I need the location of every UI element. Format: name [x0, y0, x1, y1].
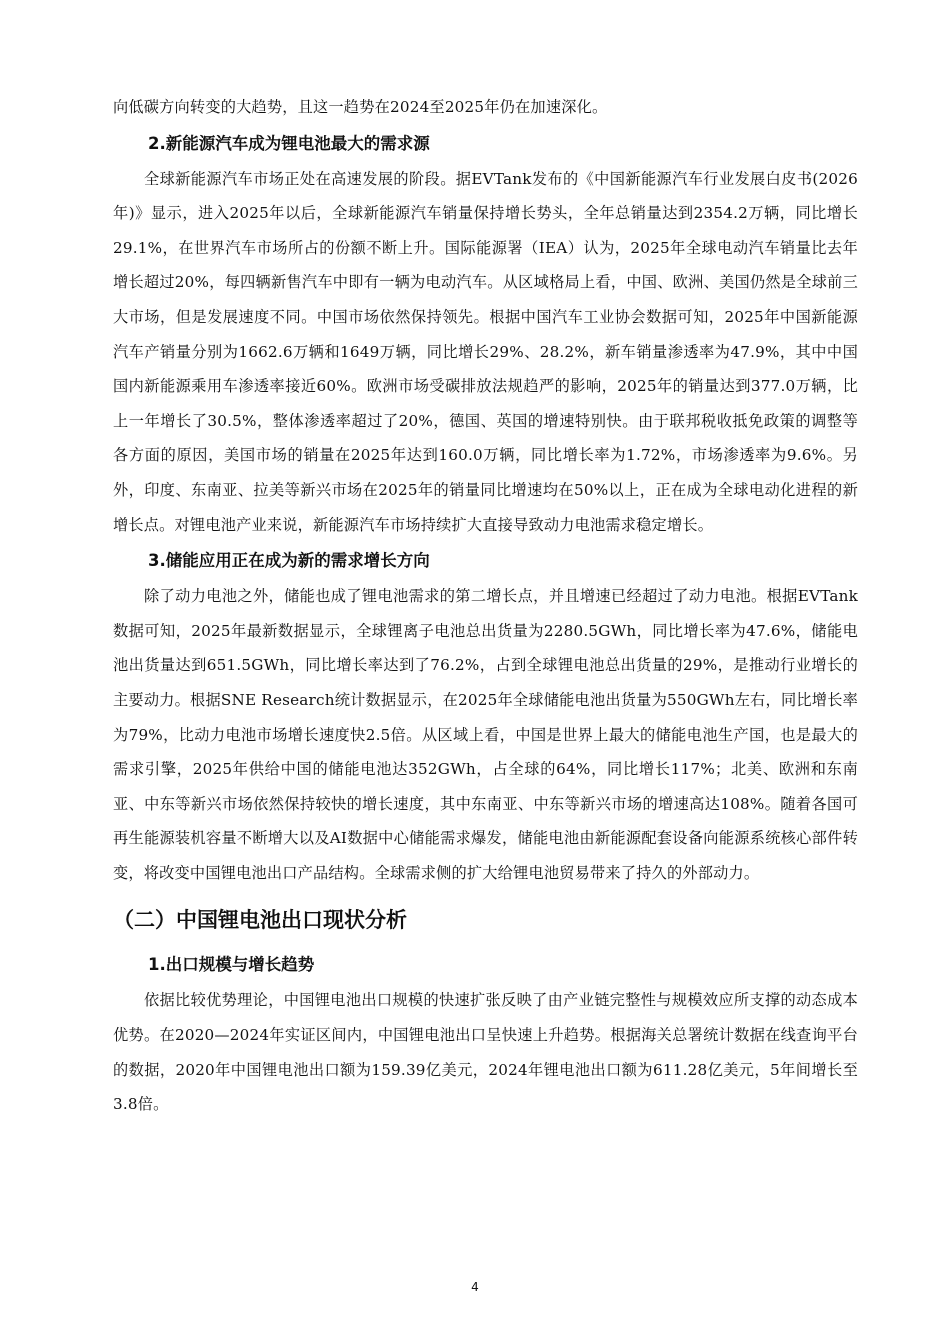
paragraph-continuation: 向低碳方向转变的大趋势，且这一趋势在2024至2025年仍在加速深化。 — [113, 98, 608, 116]
paragraph-ev-market: 全球新能源汽车市场正处在高速发展的阶段。据EVTank发布的《中国新能源汽车行业发展白皮书(2026年)》显示，进入2025年以后，全球新能源汽车销量保持增长势头，全年总销量达到2354.2万辆，同比增长29.1%，在世界汽车市场所占的份额不断上升。国际能源署（IEA）认为，2025年全球电动汽车销量比去年增长超过20%，每四辆新售汽车中即有一辆为电动汽车。从区域格局上看，中国、欧洲、美国仍然是全球前三大市场，但是发展速度不同。中国市场依然保持领先。根据中国汽车工业协会数据可知，2025年中国新能源汽车产销量分别为1662.6万辆和1649万辆，同比增长29%、28.2%，新车销量渗透率为47.9%，其中中国国内新能源乘用车渗透率接近60%。欧洲市场受碳排放法规趋严的影响，2025年的销量达到377.0万辆，比上一年增长了30.5%，整体渗透率超过了20%，德国、英国的增速特别快。由于联邦税收抵免政策的调整等各方面的原因，美国市场的销量在2025年达到160.0万辆，同比增长率为1.72%，市场渗透率为9.6%。另外，印度、东南亚、拉美等新兴市场在2025年的销量同比增速均在50%以上，正在成为全球电动化进程的新增长点。对锂电池产业来说，新能源汽车市场持续扩大直接导致动力电池需求稳定增长。 — [113, 169, 858, 534]
paragraph-export-scale: 依据比较优势理论，中国锂电池出口规模的快速扩张反映了由产业链完整性与规模效应所支撑的动态成本优势。在2020—2024年实证区间内，中国锂电池出口呈快速上升趋势。根据海关总署统计数据在线查询平台的数据，2020年中国锂电池出口额为159.39亿美元，2024年锂电池出口额为611.28亿美元，5年间增长至3.8倍。 — [113, 991, 858, 1114]
subheading-export-scale: 1.出口规模与增长趋势 — [148, 955, 315, 975]
paragraph-energy-storage: 除了动力电池之外，储能也成了锂电池需求的第二增长点，并且增速已经超过了动力电池。根据EVTank数据可知，2025年最新数据显示，全球锂离子电池总出货量为2280.5GWh，同比增长率为47.6%，储能电池出货量达到651.5GWh，同比增长率达到了76.2%，占到全球锂电池总出货量的29%，是推动行业增长的主要动力。根据SNE Research统计数据显示，在2025年全球储能电池出货量为550GWh左右，同比增长率为79%，比动力电池市场增长速度快2.5倍。从区域上看，中国是世界上最大的储能电池生产国，也是最大的需求引擎，2025年供给中国的储能电池达352GWh，占全球的64%，同比增长117%；北美、欧洲和东南亚、中东等新兴市场依然保持较快的增长速度，其中东南亚、中东等新兴市场的增速高达108%。随着各国可再生能源装机容量不断增大以及AI数据中心储能需求爆发，储能电池由新能源配套设备向能源系统核心部件转变，将改变中国锂电池出口产品结构。全球需求侧的扩大给锂电池贸易带来了持久的外部动力。 — [113, 587, 858, 882]
page-number: 4 — [471, 1280, 479, 1294]
page-content — [113, 90, 858, 1122]
section-heading-export-analysis: （二）中国锂电池出口现状分析 — [113, 908, 407, 933]
subheading-ev-demand: 2.新能源汽车成为锂电池最大的需求源 — [148, 133, 430, 153]
subheading-energy-storage: 3.储能应用正在成为新的需求增长方向 — [148, 551, 430, 571]
